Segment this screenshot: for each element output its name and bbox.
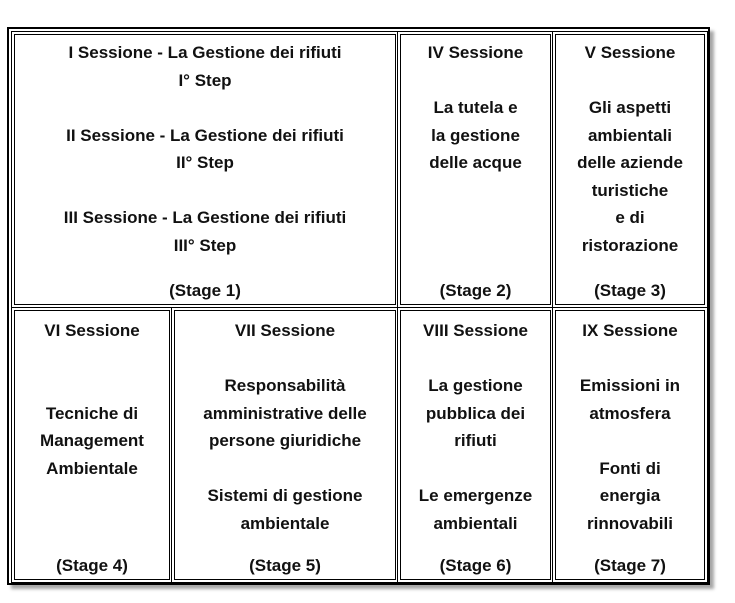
- cell-line: IX Sessione: [582, 321, 678, 340]
- cell-line: III Sessione - La Gestione dei rifiuti: [63, 208, 347, 227]
- cell-line: atmosfera: [589, 403, 671, 423]
- cell-line: ambientale: [240, 513, 330, 533]
- cell-line: V Sessione: [584, 43, 676, 62]
- cell-line: persone giuridiche: [208, 431, 362, 450]
- cell-line: La gestione: [428, 376, 523, 395]
- cell-line: II° Step: [176, 153, 234, 172]
- cell-line: Gli aspetti: [588, 98, 672, 117]
- stage-label: (Stage 7): [594, 555, 666, 575]
- cell-line: IV Sessione: [427, 43, 524, 62]
- stage-label: (Stage 1): [169, 280, 241, 300]
- cell-line: VIII Sessione: [423, 321, 528, 340]
- stage-label: (Stage 6): [439, 555, 512, 575]
- cell-line: Emissioni in: [579, 376, 681, 395]
- cell-line: turistiche: [591, 180, 669, 200]
- stage-label: (Stage 3): [594, 280, 666, 300]
- cell-line: [401, 67, 550, 95]
- cell-line: Sistemi di gestione: [207, 486, 363, 505]
- cell-session-4: [397, 31, 554, 308]
- cell-session-8: [397, 307, 554, 583]
- cell-line: amministrative delle: [203, 403, 367, 423]
- cell-line: [15, 177, 395, 205]
- cell-line: [175, 455, 395, 483]
- cell-line: Ambientale: [46, 458, 138, 478]
- cell-line: [556, 345, 704, 373]
- cell-session-9: [552, 307, 708, 583]
- cell-session-7: [171, 307, 399, 583]
- cell-line: rinnovabili: [587, 513, 673, 533]
- cell-line: [556, 67, 704, 95]
- cell-line: Le emergenze: [418, 486, 533, 505]
- cell-line: VI Sessione: [44, 321, 140, 340]
- cell-line: ambientali: [587, 125, 673, 145]
- cell-line: [175, 345, 395, 373]
- cell-line: VII Sessione: [234, 321, 336, 340]
- cell-line: rifiuti: [454, 431, 497, 450]
- cell-line: [401, 455, 550, 483]
- cell-line: ambientali: [433, 513, 518, 533]
- cell-line: delle aziende: [577, 153, 683, 172]
- cell-line: [15, 94, 395, 122]
- sessions-table: [7, 27, 710, 585]
- cell-line: delle acque: [429, 153, 522, 172]
- cell-line: I° Step: [178, 70, 232, 90]
- cell-line: Responsabilità: [224, 376, 346, 395]
- stage-label: (Stage 2): [439, 280, 512, 300]
- cell-line: I Sessione - La Gestione dei rifiuti: [68, 43, 342, 62]
- cell-line: energia: [599, 486, 661, 505]
- cell-line: Management: [40, 431, 144, 450]
- cell-session-6: [11, 307, 173, 583]
- cell-line: [15, 372, 169, 400]
- cell-session-5: [552, 31, 708, 308]
- cell-line: III° Step: [173, 235, 237, 255]
- cell-line: pubblica dei: [425, 403, 526, 423]
- stage-label: (Stage 5): [249, 555, 321, 575]
- cell-line: [15, 345, 169, 373]
- stage-label: (Stage 4): [56, 555, 128, 575]
- cell-line: la gestione: [431, 125, 520, 145]
- cell-line: II Sessione - La Gestione dei rifiuti: [66, 125, 344, 145]
- cell-line: e di: [615, 208, 645, 227]
- cell-line: [401, 345, 550, 373]
- cell-sessions-1-3: [11, 31, 399, 308]
- cell-line: Tecniche di: [45, 403, 139, 423]
- cell-line: La tutela e: [433, 98, 518, 117]
- cell-line: [556, 427, 704, 455]
- cell-line: ristorazione: [581, 235, 679, 255]
- cell-line: Fonti di: [599, 458, 661, 478]
